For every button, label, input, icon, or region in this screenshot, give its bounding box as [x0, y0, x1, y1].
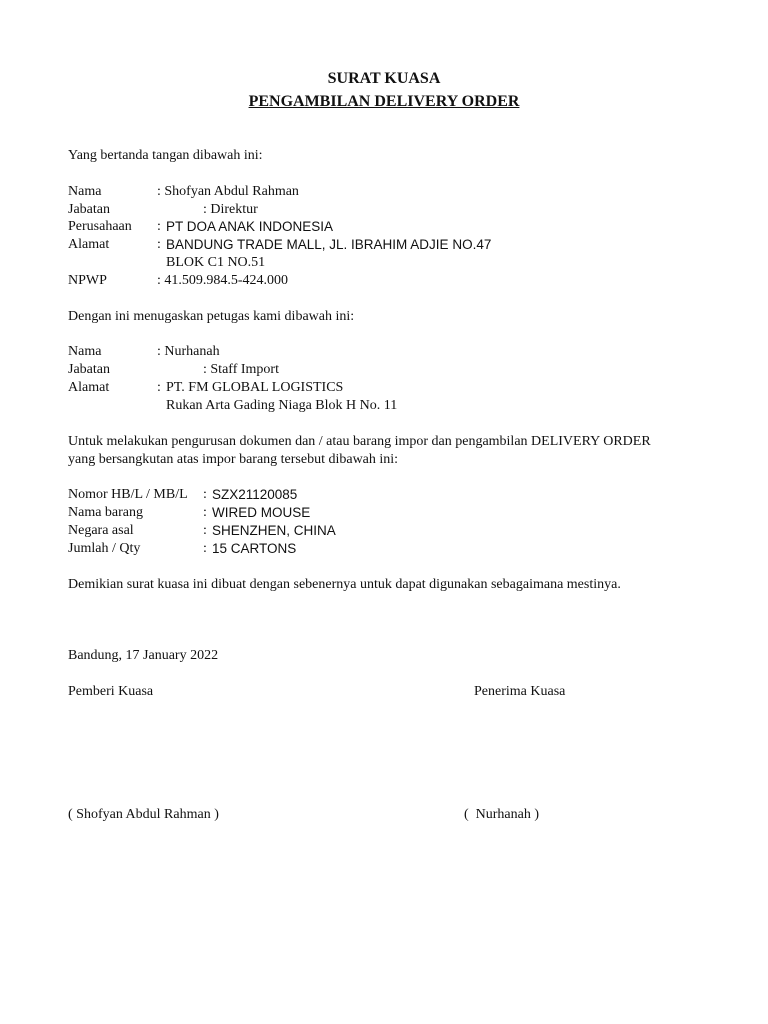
grantee-address-label: Alamat [68, 380, 110, 395]
goods-item-value: WIRED MOUSE [212, 505, 311, 520]
grantee-role-label: Penerima Kuasa [474, 684, 566, 699]
purpose-line1: Untuk melakukan pengurusan dokumen dan / atau barang impor dan pengambilan DELIVERY ORDER [68, 434, 651, 449]
grantor-position-label: Jabatan [68, 202, 110, 217]
grantee-name-label: Nama [68, 344, 102, 359]
grantee-address-line2: Rukan Arta Gading Niaga Blok H No. 11 [166, 398, 398, 413]
grantor-address-label: Alamat [68, 237, 110, 252]
goods-qty-sep: : [203, 541, 207, 556]
goods-origin-sep: : [203, 523, 207, 538]
grantee-signature-name: ( Nurhanah ) [464, 807, 540, 822]
document-subtitle: PENGAMBILAN DELIVERY ORDER [248, 93, 520, 110]
goods-item-label: Nama barang [68, 505, 144, 520]
grantor-npwp-label: NPWP [68, 273, 107, 288]
goods-qty-value: 15 CARTONS [212, 541, 297, 556]
grantee-address-sep: : [157, 380, 161, 395]
goods-hbl-value: SZX21120085 [212, 487, 298, 502]
grantor-company-value: PT DOA ANAK INDONESIA [166, 219, 334, 234]
grantee-position-value: : Staff Import [203, 362, 279, 377]
goods-origin-label: Negara asal [68, 523, 134, 538]
grantor-company-sep: : [157, 219, 161, 234]
grantor-signature-name: ( Shofyan Abdul Rahman ) [68, 807, 219, 822]
place-date: Bandung, 17 January 2022 [68, 648, 219, 663]
grantor-role-label: Pemberi Kuasa [68, 684, 154, 699]
grantor-company-label: Perusahaan [68, 219, 132, 234]
grantor-position-value: : Direktur [203, 202, 258, 217]
goods-item-sep: : [203, 505, 207, 520]
assign-text: Dengan ini menugaskan petugas kami dibawah ini: [68, 309, 355, 324]
closing-text: Demikian surat kuasa ini dibuat dengan sebenernya untuk dapat digunakan sebagaimana mestinya. [68, 577, 621, 592]
purpose-line2: yang bersangkutan atas impor barang tersebut dibawah ini: [68, 452, 399, 467]
goods-origin-value: SHENZHEN, CHINA [212, 523, 336, 538]
grantor-address-sep: : [157, 237, 161, 252]
grantor-npwp-value: : 41.509.984.5-424.000 [157, 273, 289, 288]
intro-text: Yang bertanda tangan dibawah ini: [68, 148, 263, 163]
grantee-position-label: Jabatan [68, 362, 110, 377]
grantor-address-line2: BLOK C1 NO.51 [166, 255, 266, 270]
document-title: SURAT KUASA [327, 70, 441, 87]
goods-hbl-label: Nomor HB/L / MB/L [68, 487, 188, 502]
grantor-address-line1: BANDUNG TRADE MALL, JL. IBRAHIM ADJIE NO.47 [166, 237, 492, 252]
goods-hbl-sep: : [203, 487, 207, 502]
goods-qty-label: Jumlah / Qty [68, 541, 141, 556]
grantee-address-line1: PT. FM GLOBAL LOGISTICS [166, 380, 344, 395]
grantor-name-value: : Shofyan Abdul Rahman [157, 184, 299, 199]
grantee-name-value: : Nurhanah [157, 344, 220, 359]
grantor-name-label: Nama [68, 184, 102, 199]
